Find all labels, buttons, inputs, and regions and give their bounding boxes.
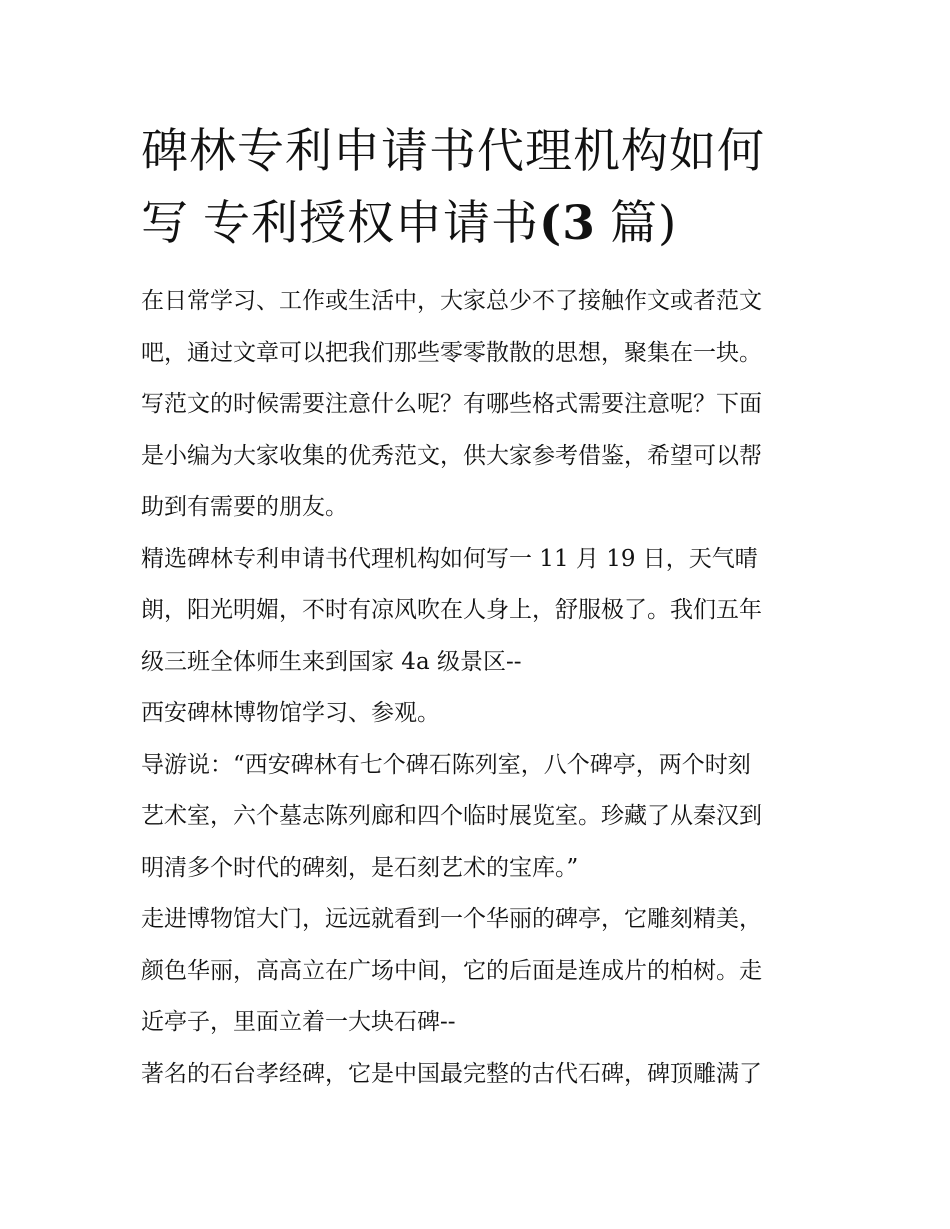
title-line-2-part-4: 篇)	[609, 196, 678, 251]
body-line: 助到有需要的朋友。	[141, 494, 348, 520]
body-line: 级三班全体师生来到国家 4a 级景区--	[141, 648, 522, 675]
body-line: 是小编为大家收集的优秀范文，供大家参考借鉴，希望可以帮	[141, 442, 762, 469]
body-line: 吧，通过文章可以把我们那些零零散散的思想，聚集在一块。	[141, 339, 762, 366]
body-line: 艺术室，六个墓志陈列廊和四个临时展览室。珍藏了从秦汉到	[141, 803, 762, 829]
body-line: 精选碑林专利申请书代理机构如何写一 11 月 19 日，天气晴	[141, 545, 758, 572]
body-line: 导游说：“西安碑林有七个碑石陈列室，八个碑亭，两个时刻	[141, 751, 751, 778]
body-line: 近亭子，里面立着一大块石碑--	[141, 1009, 456, 1035]
body-line: 西安碑林博物馆学习、参观。	[141, 700, 440, 726]
title-line-2	[141, 188, 821, 260]
title-line-2-part-3: (3	[539, 196, 596, 251]
body-line: 颜色华丽，高高立在广场中间，它的后面是连成片的柏树。走	[141, 957, 762, 984]
title-line-2-part-1: 写	[141, 196, 189, 251]
title-line-1: 碑林专利申请书代理机构如何	[141, 124, 765, 179]
document-title	[141, 116, 821, 260]
body-line: 写范文的时候需要注意什么呢？有哪些格式需要注意呢？下面	[141, 391, 762, 417]
body-line: 在日常学习、工作或生活中，大家总少不了接触作文或者范文	[141, 288, 762, 314]
body-line: 朗，阳光明媚，不时有凉风吹在人身上，舒服极了。我们五年	[141, 597, 762, 623]
body-line: 明清多个时代的碑刻，是石刻艺术的宝库。”	[141, 854, 579, 881]
body-line: 走进博物馆大门，远远就看到一个华丽的碑亭，它雕刻精美，	[141, 906, 762, 932]
body-line: 著名的石台孝经碑，它是中国最完整的古代石碑，碑顶雕满了	[141, 1060, 762, 1087]
title-line-2-part-2: 专利授权申请书	[203, 196, 539, 251]
document-body	[141, 276, 821, 1100]
